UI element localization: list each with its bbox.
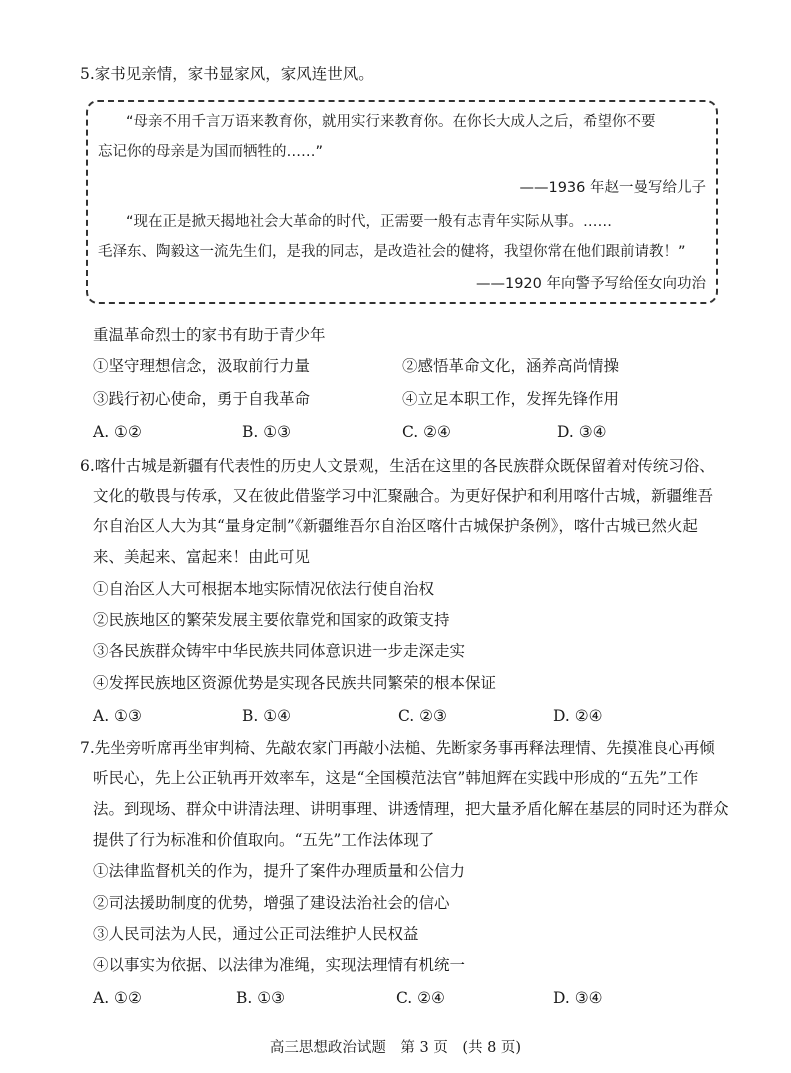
quote1-source: ——1936 年赵一曼写给儿子 (519, 180, 706, 196)
q7-line-2: 听民心，先上公正轨再开效率车，这是“全国模范法官”韩旭辉在实践中形成的“五先”工作 (93, 769, 699, 787)
q7-item-1: ①法律监督机关的作为，提升了案件办理质量和公信力 (93, 862, 466, 880)
letters-quote-box (86, 100, 718, 304)
q5-option-a[interactable]: A. ①② (93, 423, 142, 441)
q5-option-c[interactable]: C. ②④ (402, 423, 451, 441)
q5-item-3: ③践行初心使命，勇于自我革命 (93, 390, 311, 408)
quote1-line2: 忘记你的母亲是为国而牺牲的……” (98, 144, 324, 160)
quote2-source: ——1920 年向警予写给侄女向功治 (475, 276, 706, 292)
q5-item-4: ④立足本职工作，发挥先锋作用 (402, 390, 620, 408)
q6-item-1: ①自治区人大可根据本地实际情况依法行使自治权 (93, 580, 435, 598)
q6-option-a[interactable]: A. ①③ (93, 707, 142, 725)
q6-line-1: 6.喀什古城是新疆有代表性的历史人文景观，生活在这里的各民族群众既保留着对传统习俗、 (80, 457, 715, 475)
quote2-line1: “现在正是掀天揭地社会大革命的时代，正需要一般有志青年实际从事。…… (126, 214, 613, 230)
q5-option-d[interactable]: D. ③④ (557, 423, 607, 441)
q6-item-3: ③各民族群众铸牢中华民族共同体意识进一步走深走实 (93, 642, 466, 660)
q7-option-d[interactable]: D. ③④ (553, 989, 603, 1007)
q6-line-3: 尔自治区人大为其“量身定制”《新疆维吾尔自治区喀什古城保护条例》，喀什古城已然火起 (93, 517, 698, 535)
q7-line-3: 法。到现场、群众中讲清法理、讲明事理、讲透情理，把大量矛盾化解在基层的同时还为群众 (93, 800, 729, 818)
quote2-line2: 毛泽东、陶毅这一流先生们，是我的同志，是改造社会的健将，我望你常在他们跟前请教！” (98, 244, 686, 260)
q7-item-3: ③人民司法为人民，通过公正司法维护人民权益 (93, 925, 419, 943)
q5-item-1: ①坚守理想信念，汲取前行力量 (93, 357, 311, 375)
q7-item-2: ②司法援助制度的优势，增强了建设法治社会的信心 (93, 894, 450, 912)
q6-option-b[interactable]: B. ①④ (242, 707, 292, 725)
q7-option-b[interactable]: B. ①③ (236, 989, 286, 1007)
q5-question: 重温革命烈士的家书有助于青少年 (93, 326, 326, 344)
q7-option-c[interactable]: C. ②④ (396, 989, 445, 1007)
q5-stem: 5.家书见亲情，家书显家风，家风连世风。 (80, 65, 374, 83)
q6-item-4: ④发挥民族地区资源优势是实现各民族共同繁荣的根本保证 (93, 674, 497, 692)
q6-line-4: 来、美起来、富起来！由此可见 (93, 548, 311, 566)
q7-option-a[interactable]: A. ①② (93, 989, 142, 1007)
q7-line-4: 提供了行为标准和价值取向。“五先”工作法体现了 (93, 831, 435, 849)
q6-line-2: 文化的敬畏与传承，又在彼此借鉴学习中汇聚融合。为更好保护和利用喀什古城，新疆维吾 (93, 487, 714, 505)
page-footer: 高三思想政治试题 第 3 页 (共 8 页) (269, 1040, 522, 1056)
q6-option-c[interactable]: C. ②③ (398, 707, 447, 725)
q5-item-2: ②感悟革命文化，涵养高尚情操 (402, 357, 620, 375)
q6-option-d[interactable]: D. ②④ (553, 707, 603, 725)
quote1-line1: “母亲不用千言万语来教育你，就用实行来教育你。在你长大成人之后，希望你不要 (126, 114, 656, 130)
q7-line-1: 7.先坐旁听席再坐审判椅、先敲农家门再敲小法槌、先断家务事再释法理情、先摸准良心再倾 (80, 739, 715, 757)
q6-item-2: ②民族地区的繁荣发展主要依靠党和国家的政策支持 (93, 611, 450, 629)
q5-option-b[interactable]: B. ①③ (242, 423, 292, 441)
q7-item-4: ④以事实为依据、以法律为准绳，实现法理情有机统一 (93, 956, 466, 974)
